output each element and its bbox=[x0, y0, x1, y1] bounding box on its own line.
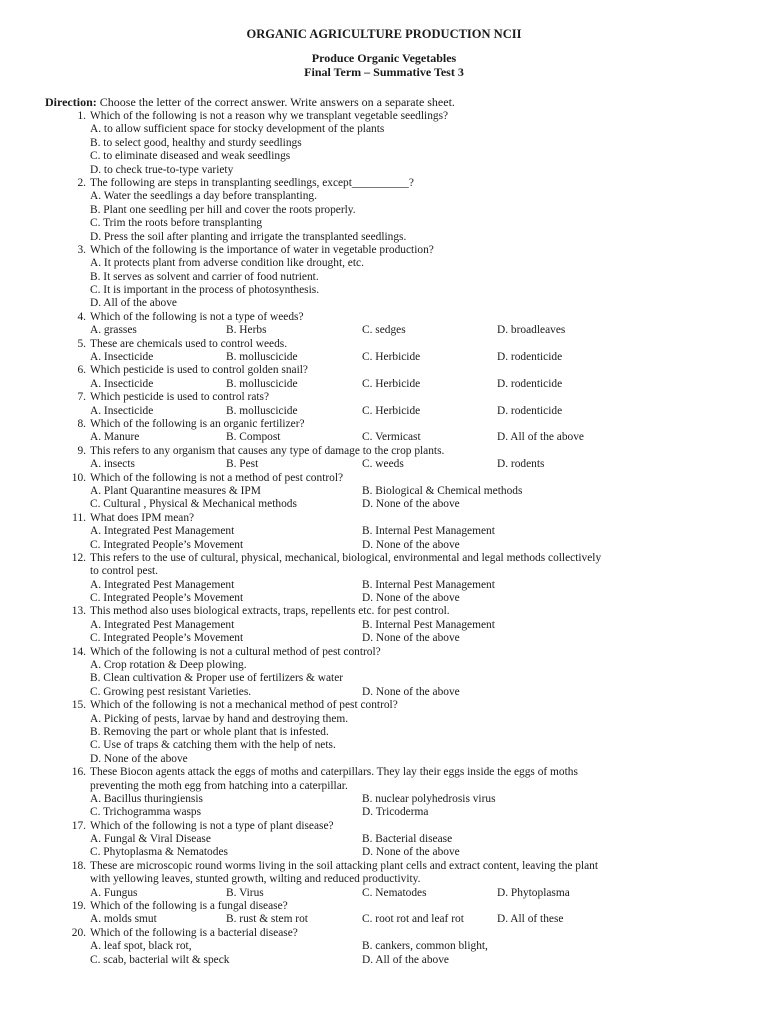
answer-option: D. Phytoplasma bbox=[497, 886, 570, 899]
answer-option: D. Tricoderma bbox=[362, 806, 429, 819]
question-text: Which of the following is a bacterial disease? bbox=[90, 926, 298, 939]
answer-option: B. Biological & Chemical methods bbox=[362, 484, 523, 497]
answer-option: A. Insecticide bbox=[90, 377, 154, 390]
question-text: with yellowing leaves, stunted growth, wilting and reduced productivity. bbox=[90, 873, 421, 886]
question-line bbox=[0, 338, 768, 351]
question-number: 18. bbox=[71, 859, 86, 872]
option-row bbox=[0, 913, 768, 926]
question-item bbox=[0, 766, 768, 820]
option-row bbox=[0, 190, 768, 203]
question-number: 10. bbox=[71, 471, 86, 484]
question-line-continued bbox=[0, 873, 768, 886]
question-item bbox=[0, 110, 768, 177]
answer-option: B. Plant one seedling per hill and cover the roots properly. bbox=[90, 203, 356, 216]
option-row bbox=[0, 164, 768, 177]
answer-option: A. Fungal & Viral Disease bbox=[90, 833, 211, 846]
question-line bbox=[0, 445, 768, 458]
answer-option: D. rodenticide bbox=[497, 377, 563, 390]
question-number: 11. bbox=[72, 511, 86, 524]
question-number: 14. bbox=[71, 645, 86, 658]
question-text: This refers to any organism that causes any type of damage to the crop plants. bbox=[90, 444, 445, 457]
answer-option: A. molds smut bbox=[90, 913, 157, 926]
question-number: 20. bbox=[71, 926, 86, 939]
question-text: These are microscopic round worms living in the soil attacking plant cells and extract content, leaving the plant bbox=[90, 859, 598, 872]
answer-option: C. scab, bacterial wilt & speck bbox=[90, 953, 230, 966]
question-text: Which of the following is not a method of pest control? bbox=[90, 471, 344, 484]
question-item bbox=[0, 699, 768, 766]
document-subtitle: Produce Organic Vegetables bbox=[311, 51, 457, 65]
answer-option: C. Integrated People’s Movement bbox=[90, 538, 244, 551]
option-row bbox=[0, 539, 768, 552]
answer-option: D. None of the above bbox=[362, 498, 460, 511]
question-number: 2. bbox=[77, 176, 86, 189]
answer-option: D. None of the above bbox=[362, 685, 460, 698]
question-line bbox=[0, 766, 768, 779]
option-row bbox=[0, 257, 768, 270]
answer-option: D. None of the above bbox=[362, 846, 460, 859]
question-item bbox=[0, 860, 768, 900]
answer-option: A. Bacillus thuringiensis bbox=[90, 792, 203, 805]
question-line bbox=[0, 418, 768, 431]
question-text: Which of the following is not a cultural method of pest control? bbox=[90, 645, 381, 658]
answer-option: C. It is important in the process of photosynthesis. bbox=[90, 284, 320, 297]
question-item bbox=[0, 338, 768, 365]
option-row bbox=[0, 726, 768, 739]
answer-option: A. grasses bbox=[90, 324, 137, 337]
question-line bbox=[0, 512, 768, 525]
question-number: 8. bbox=[77, 417, 86, 430]
option-row bbox=[0, 579, 768, 592]
answer-option: A. Plant Quarantine measures & IPM bbox=[90, 484, 261, 497]
question-line bbox=[0, 699, 768, 712]
option-row bbox=[0, 150, 768, 163]
question-text: Which of the following is not a type of plant disease? bbox=[90, 819, 334, 832]
question-text: Which pesticide is used to control golden snail? bbox=[90, 364, 308, 377]
answer-option: D. All of the above bbox=[362, 953, 449, 966]
question-text: to control pest. bbox=[90, 565, 159, 578]
answer-option: D. broadleaves bbox=[497, 324, 566, 337]
option-row bbox=[0, 204, 768, 217]
answer-option: C. sedges bbox=[362, 324, 406, 337]
question-text: These Biocon agents attack the eggs of moths and caterpillars. They lay their eggs inside the eggs of moths bbox=[90, 766, 578, 779]
question-item bbox=[0, 820, 768, 860]
document-title: ORGANIC AGRICULTURE PRODUCTION NCII bbox=[246, 27, 522, 41]
answer-option: D. All of the above bbox=[90, 297, 177, 310]
question-item bbox=[0, 418, 768, 445]
answer-option: A. insects bbox=[90, 458, 135, 471]
question-line bbox=[0, 552, 768, 565]
answer-option: B. Internal Pest Management bbox=[362, 618, 495, 631]
question-line-continued bbox=[0, 565, 768, 578]
question-item bbox=[0, 445, 768, 472]
question-list bbox=[0, 110, 768, 967]
question-line bbox=[0, 472, 768, 485]
answer-option: C. Vermicast bbox=[362, 431, 421, 444]
question-line bbox=[0, 110, 768, 123]
option-row bbox=[0, 833, 768, 846]
question-item bbox=[0, 646, 768, 700]
answer-option: C. Trichogramma wasps bbox=[90, 806, 202, 819]
option-row bbox=[0, 592, 768, 605]
question-text: Which of the following is the importance of water in vegetable production? bbox=[90, 243, 434, 256]
answer-option: C. root rot and leaf rot bbox=[362, 913, 464, 926]
option-row bbox=[0, 793, 768, 806]
question-number: 4. bbox=[77, 310, 86, 323]
question-number: 17. bbox=[71, 819, 86, 832]
answer-option: A. Crop rotation & Deep plowing. bbox=[90, 659, 247, 672]
question-text: What does IPM mean? bbox=[90, 511, 195, 524]
option-row bbox=[0, 123, 768, 136]
question-text: Which of the following is an organic fertilizer? bbox=[90, 417, 305, 430]
question-item bbox=[0, 244, 768, 311]
option-row bbox=[0, 485, 768, 498]
option-row bbox=[0, 632, 768, 645]
answer-option: C. to eliminate diseased and weak seedlings bbox=[90, 150, 291, 163]
question-line bbox=[0, 177, 768, 190]
question-text: Which pesticide is used to control rats? bbox=[90, 391, 270, 404]
question-text: Which of the following is a fungal disease? bbox=[90, 900, 288, 913]
option-row bbox=[0, 686, 768, 699]
answer-option: B. Internal Pest Management bbox=[362, 578, 495, 591]
answer-option: C. weeds bbox=[362, 458, 404, 471]
option-row bbox=[0, 458, 768, 471]
answer-option: B. molluscicide bbox=[226, 377, 298, 390]
question-text: These are chemicals used to control weeds. bbox=[90, 337, 288, 350]
answer-option: A. Integrated Pest Management bbox=[90, 618, 235, 631]
option-row bbox=[0, 284, 768, 297]
answer-option: A. leaf spot, black rot, bbox=[90, 940, 192, 953]
question-number: 12. bbox=[71, 551, 86, 564]
question-line bbox=[0, 391, 768, 404]
option-row bbox=[0, 525, 768, 538]
answer-option: D. rodenticide bbox=[497, 404, 563, 417]
option-row bbox=[0, 297, 768, 310]
question-number: 6. bbox=[77, 364, 86, 377]
option-row bbox=[0, 806, 768, 819]
option-row bbox=[0, 619, 768, 632]
question-item bbox=[0, 311, 768, 338]
answer-option: B. molluscicide bbox=[226, 404, 298, 417]
answer-option: C. Herbicide bbox=[362, 404, 421, 417]
answer-option: C. Herbicide bbox=[362, 377, 421, 390]
answer-option: B. Internal Pest Management bbox=[362, 525, 495, 538]
question-item bbox=[0, 177, 768, 244]
question-line bbox=[0, 927, 768, 940]
option-row bbox=[0, 846, 768, 859]
answer-option: A. Manure bbox=[90, 431, 140, 444]
question-item bbox=[0, 927, 768, 967]
question-number: 13. bbox=[71, 605, 86, 618]
answer-option: B. Herbs bbox=[226, 324, 267, 337]
answer-option: B. Bacterial disease bbox=[362, 833, 453, 846]
option-row bbox=[0, 940, 768, 953]
answer-option: D. Press the soil after planting and irrigate the transplanted seedlings. bbox=[90, 230, 407, 243]
question-text: preventing the moth egg from hatching into a caterpillar. bbox=[90, 779, 348, 792]
direction bbox=[45, 95, 455, 110]
question-text: Which of the following is not a reason why we transplant vegetable seedlings? bbox=[90, 110, 449, 122]
option-row bbox=[0, 713, 768, 726]
option-row bbox=[0, 739, 768, 752]
answer-option: C. Integrated People’s Movement bbox=[90, 632, 244, 645]
answer-option: B. Compost bbox=[226, 431, 281, 444]
question-number: 15. bbox=[71, 699, 86, 712]
option-row bbox=[0, 887, 768, 900]
option-row bbox=[0, 954, 768, 967]
question-item bbox=[0, 552, 768, 606]
question-item bbox=[0, 605, 768, 645]
answer-option: A. It protects plant from adverse condition like drought, etc. bbox=[90, 257, 364, 270]
answer-option: C. Nematodes bbox=[362, 886, 427, 899]
answer-option: D. None of the above bbox=[362, 592, 460, 605]
option-row bbox=[0, 672, 768, 685]
answer-option: B. cankers, common blight, bbox=[362, 940, 488, 953]
question-item bbox=[0, 391, 768, 418]
answer-option: A. Insecticide bbox=[90, 351, 154, 364]
question-number: 9. bbox=[77, 444, 86, 457]
answer-option: B. molluscicide bbox=[226, 351, 298, 364]
option-row bbox=[0, 405, 768, 418]
answer-option: D. to check true-to-type variety bbox=[90, 163, 234, 176]
answer-option: D. rodents bbox=[497, 458, 545, 471]
question-item bbox=[0, 512, 768, 552]
answer-option: D. None of the above bbox=[362, 538, 460, 551]
answer-option: A. Integrated Pest Management bbox=[90, 578, 235, 591]
answer-option: B. Clean cultivation & Proper use of fertilizers & water bbox=[90, 672, 344, 685]
question-text: Which of the following is not a mechanical method of pest control? bbox=[90, 699, 398, 712]
question-number: 3. bbox=[77, 243, 86, 256]
answer-option: C. Herbicide bbox=[362, 351, 421, 364]
question-line bbox=[0, 244, 768, 257]
option-row bbox=[0, 217, 768, 230]
answer-option: B. nuclear polyhedrosis virus bbox=[362, 792, 496, 805]
option-row bbox=[0, 137, 768, 150]
question-number: 7. bbox=[77, 391, 86, 404]
answer-option: C. Cultural , Physical & Mechanical methods bbox=[90, 498, 297, 511]
answer-option: B. Removing the part or whole plant that is infested. bbox=[90, 725, 329, 738]
answer-option: A. Insecticide bbox=[90, 404, 154, 417]
question-number: 1. bbox=[77, 110, 86, 122]
question-text: This method also uses biological extracts, traps, repellents etc. for pest control. bbox=[90, 605, 450, 618]
answer-option: B. to select good, healthy and sturdy seedlings bbox=[90, 136, 302, 149]
answer-option: D. None of the above bbox=[362, 632, 460, 645]
question-line-continued bbox=[0, 780, 768, 793]
question-number: 19. bbox=[71, 900, 86, 913]
option-row bbox=[0, 498, 768, 511]
question-line bbox=[0, 820, 768, 833]
option-row bbox=[0, 271, 768, 284]
answer-option: B. It serves as solvent and carrier of food nutrient. bbox=[90, 270, 319, 283]
answer-option: A. Integrated Pest Management bbox=[90, 525, 235, 538]
direction-text: Choose the letter of the correct answer. Write answers on a separate sheet. bbox=[99, 95, 455, 109]
question-number: 16. bbox=[71, 766, 86, 779]
answer-option: B. Pest bbox=[226, 458, 259, 471]
option-row bbox=[0, 351, 768, 364]
answer-option: C. Trim the roots before transplanting bbox=[90, 217, 263, 230]
answer-option: D. All of these bbox=[497, 913, 564, 926]
question-number: 5. bbox=[77, 337, 86, 350]
question-line bbox=[0, 860, 768, 873]
option-row bbox=[0, 659, 768, 672]
option-row bbox=[0, 753, 768, 766]
option-row bbox=[0, 231, 768, 244]
option-row bbox=[0, 378, 768, 391]
question-line bbox=[0, 646, 768, 659]
answer-option: C. Phytoplasma & Nematodes bbox=[90, 846, 228, 859]
direction-label: Direction: bbox=[45, 95, 97, 109]
answer-option: A. to allow sufficient space for stocky development of the plants bbox=[90, 123, 385, 136]
answer-option: B. rust & stem rot bbox=[226, 913, 308, 926]
answer-option: C. Integrated People’s Movement bbox=[90, 592, 244, 605]
answer-option: C. Growing pest resistant Varieties. bbox=[90, 685, 252, 698]
question-item bbox=[0, 472, 768, 512]
question-line bbox=[0, 900, 768, 913]
answer-option: D. All of the above bbox=[497, 431, 584, 444]
question-text: Which of the following is not a type of weeds? bbox=[90, 310, 304, 323]
question-text: This refers to the use of cultural, physical, mechanical, biological, environmental and legal methods collectively bbox=[90, 551, 602, 564]
answer-option: A. Fungus bbox=[90, 886, 138, 899]
answer-option: A. Picking of pests, larvae by hand and destroying them. bbox=[90, 712, 349, 725]
answer-option: A. Water the seedlings a day before transplanting. bbox=[90, 190, 317, 203]
answer-option: C. Use of traps & catching them with the help of nets. bbox=[90, 739, 336, 752]
question-item bbox=[0, 900, 768, 927]
answer-option: B. Virus bbox=[226, 886, 264, 899]
option-row bbox=[0, 431, 768, 444]
test-name: Final Term – Summative Test 3 bbox=[304, 65, 464, 79]
question-line bbox=[0, 311, 768, 324]
question-item bbox=[0, 364, 768, 391]
answer-option: D. rodenticide bbox=[497, 351, 563, 364]
question-line bbox=[0, 605, 768, 618]
option-row bbox=[0, 324, 768, 337]
question-text: The following are steps in transplanting seedlings, except__________? bbox=[90, 176, 414, 189]
question-line bbox=[0, 364, 768, 377]
answer-option: D. None of the above bbox=[90, 752, 188, 765]
